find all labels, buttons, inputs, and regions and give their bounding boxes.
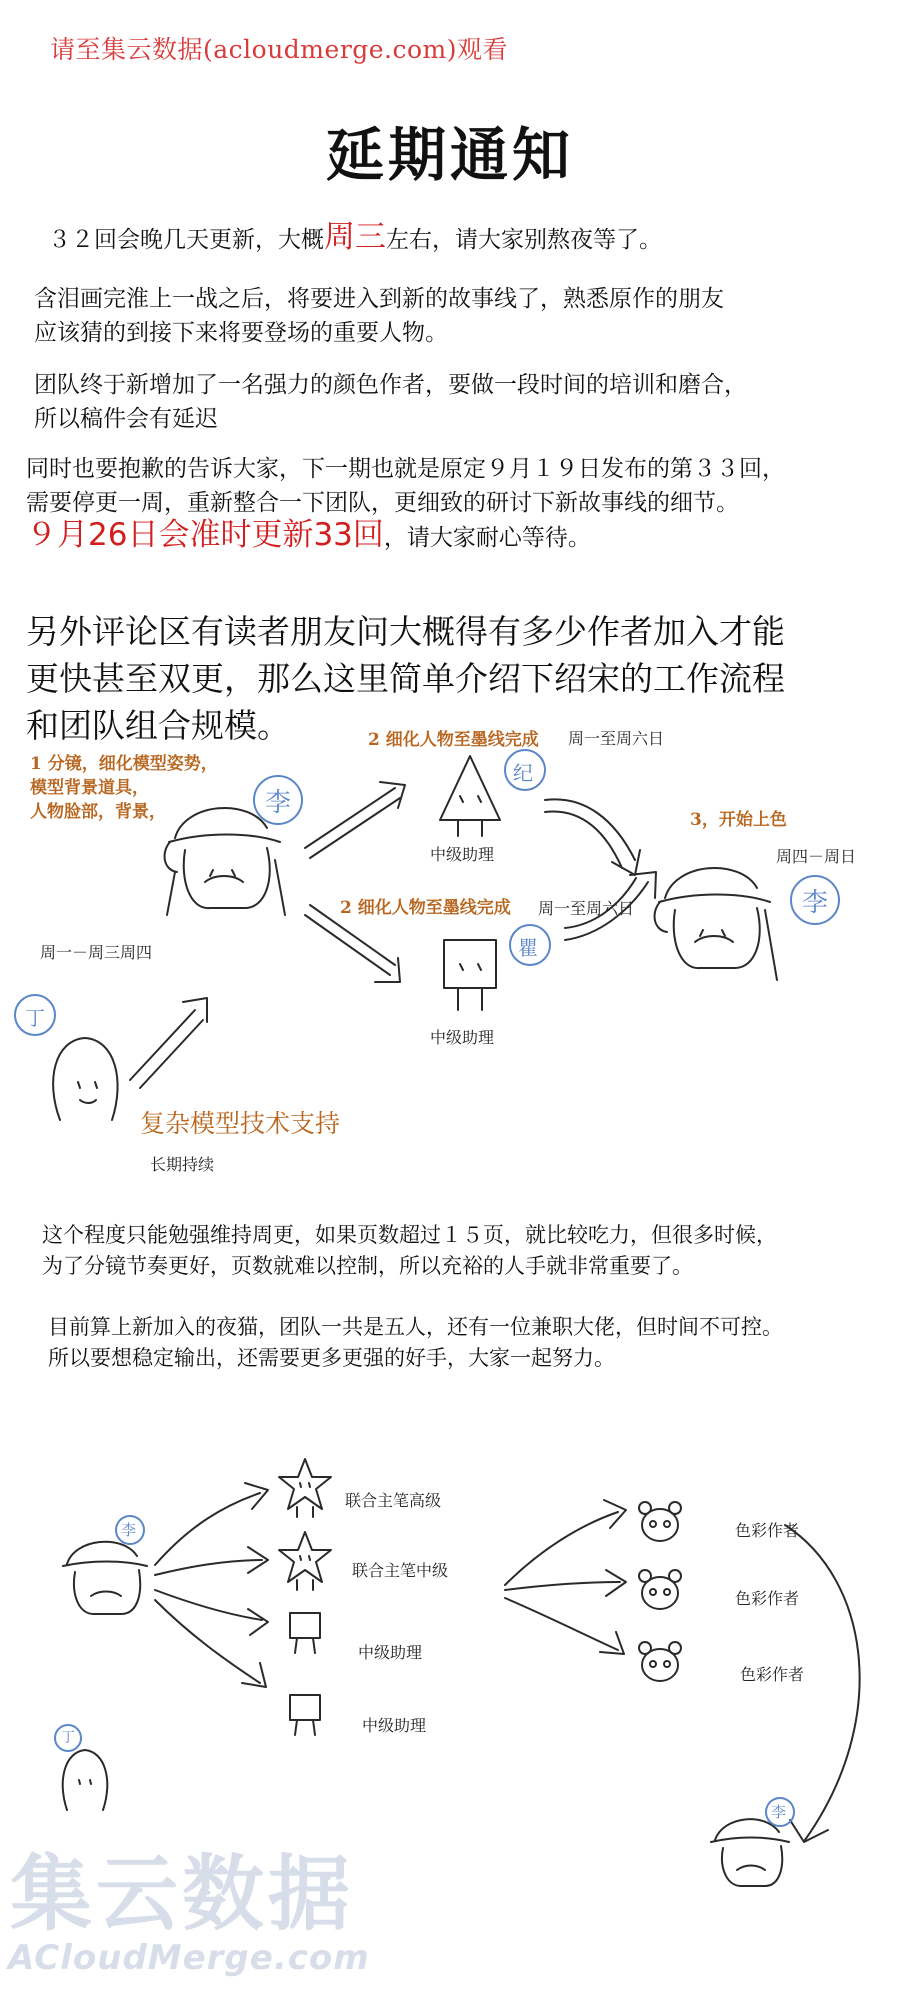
tech-support-small-drawing [55,1740,115,1815]
team-role-senior: 联合主笔高级 [345,1491,442,1510]
text-line: 这个程度只能勉强维持周更，如果页数超过１５页，就比较吃力，但很多时候， [42,1223,777,1247]
avatar-qu-label: 瞿 [518,936,538,960]
text-line: 另外评论区有读者朋友问大概得有多少作者加入才能 [26,612,785,651]
step-2-top-role: 中级助理 [430,845,495,864]
text-line: 需要停更一周，重新整合一下团队，更细致的研讨下新故事线的细节。 [26,490,739,516]
team-role-mid: 联合主笔中级 [352,1561,449,1580]
workflow-step-2-bottom: 2 细化人物至墨线完成 [340,898,511,918]
team-role-colorist-3: 色彩作者 [740,1665,805,1684]
step-2-bottom-role: 中级助理 [430,1028,495,1047]
team-role-colorist-2: 色彩作者 [735,1589,800,1608]
page-title: 延期通知 [325,121,574,189]
text-line: 1 分镜，细化模型姿势， [30,754,218,774]
source-note: 请至集云数据(acloudmerge.com)观看 [50,35,509,64]
tech-support-time: 长期持续 [150,1155,215,1174]
avatar-li-label: 李 [265,788,292,818]
colorist-lead-drawing [645,840,785,990]
text-line: 和团队组合规模。 [26,706,290,745]
team-role-assistant-2: 中级助理 [362,1716,427,1735]
notice-highlight-date: ９月26日会准时更新33回 [26,517,384,553]
text-line: 同时也要抱歉的告诉大家，下一期也就是原定９月１９日发布的第３３回， [26,456,785,482]
notice-line-1-pre: ３２回会晚几天更新，大概 [48,227,324,253]
team-role-assistant-1: 中级助理 [358,1643,423,1662]
cone-assistant-drawing [430,750,510,840]
arrow-tech-support [125,990,215,1090]
panda-colorist-1-drawing [635,1500,685,1545]
star-lead-drawing [275,1455,335,1520]
step-2-top-time: 周一至周六日 [568,729,665,748]
text-line: 应该猜的到接下来将要登场的重要人物。 [34,320,448,346]
panda-colorist-2-drawing [635,1568,685,1613]
assistant-box-2-drawing [285,1690,325,1740]
notice-highlight-wednesday: 周三 [324,219,386,255]
team-lead-avatar-label: 李 [121,1521,137,1539]
team-arrows-right [500,1490,640,1680]
avatar-ji-label: 纪 [513,761,533,785]
avatar-ding-small-label: 丁 [61,1730,75,1746]
notice-line-1 [48,220,662,257]
schedule-paragraph [42,1220,777,1282]
workflow-step-3: 3，开始上色 [690,810,787,830]
notice-para-team [34,368,747,436]
text-line: 含泪画完淮上一战之后，将要进入到新的故事线了，熟悉原作的朋友 [34,286,724,312]
text-line: 更快甚至双更，那么这里简单介绍下绍宋的工作流程 [26,659,785,698]
step-1-time: 周一－周三周四 [40,943,153,962]
team-arrows-left [150,1465,280,1715]
arrow-to-step-2-top [300,770,410,860]
notice-para-date-post: ，请大家耐心等待。 [383,525,591,551]
watermark-english: ACloudMerge.com [8,1938,370,1978]
arrow-to-step-3-top [540,790,650,880]
text-line: 团队终于新增加了一名强力的颜色作者，要做一段时间的培训和磨合， [34,372,747,398]
watermark-chinese: 集云数据 [10,1847,355,1942]
box-assistant-drawing [430,930,510,1020]
final-colorist-avatar-label: 李 [771,1803,787,1821]
step-2-bottom-time: 周一至周六日 [538,899,635,918]
step-3-time: 周四－周日 [776,847,857,866]
assistant-box-1-drawing [285,1608,325,1658]
notice-para-date [26,518,591,555]
tech-support-drawing [40,1020,130,1140]
text-line: 所以要想稳定输出，还需要更多更强的好手，大家一起努力。 [48,1346,615,1370]
notice-para-apology [26,452,785,520]
text-line: 目前算上新加入的夜猫，团队一共是五人，还有一位兼职大佬，但时间不可控。 [48,1315,783,1339]
team-role-colorist-1: 色彩作者 [735,1521,800,1540]
panda-colorist-3-drawing [635,1640,685,1685]
star-mid-drawing [275,1528,335,1593]
tech-support-label: 复杂模型技术支持 [140,1109,341,1138]
notice-para-story [34,282,724,350]
text-line: 为了分镜节奏更好，页数就难以控制，所以充裕的人手就非常重要了。 [42,1254,693,1278]
text-line: 人物脸部，背景， [30,802,166,822]
team-size-paragraph [48,1312,783,1374]
avatar-ding-label: 丁 [25,1006,45,1030]
text-line: 模型背景道具， [30,778,149,798]
text-line: 所以稿件会有延迟 [34,406,218,432]
avatar-li-colorist-label: 李 [802,888,829,918]
workflow-step-2-top: 2 细化人物至墨线完成 [368,730,539,750]
notice-line-1-post: 左右，请大家别熬夜等了。 [386,227,662,253]
